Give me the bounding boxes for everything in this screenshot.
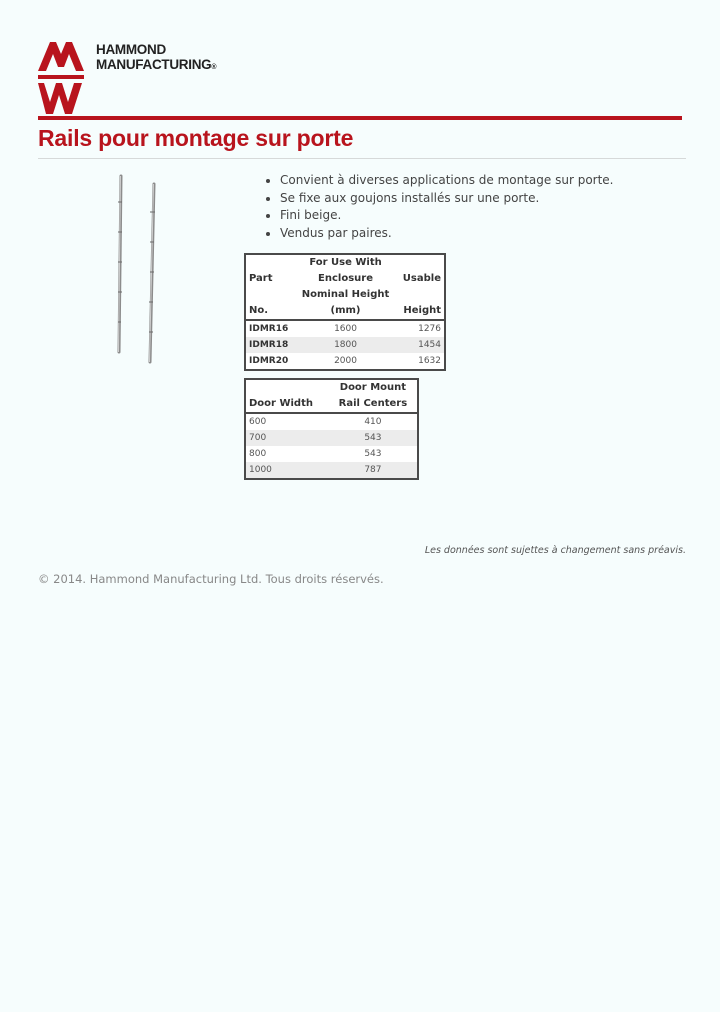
door-width: 700: [245, 430, 329, 446]
part-number: IDMR20: [249, 356, 289, 366]
table-row: [245, 462, 418, 479]
header-usable-line1: Usable: [402, 273, 441, 284]
parts-table: [244, 253, 446, 371]
table-row: [245, 446, 418, 462]
header-centers-line2: Rail Centers: [329, 396, 418, 413]
usable-height: 1632: [418, 356, 441, 366]
header-centers-line1: Door Mount: [339, 382, 407, 393]
table-row: [245, 430, 418, 446]
rail-centers: 543: [364, 449, 382, 459]
feature-item: • Se fixe aux goujons installés sur une porte.: [280, 190, 614, 208]
rail-centers: 410: [364, 417, 382, 427]
door-width: 800: [249, 449, 267, 459]
feature-list: [266, 172, 614, 242]
brand-line2: MANUFACTURING: [96, 57, 212, 72]
table-row: [245, 353, 445, 370]
brand-logo[interactable]: [38, 42, 228, 114]
header-part-line2: No.: [245, 287, 291, 320]
table-row: [245, 320, 445, 337]
part-number: IDMR18: [245, 337, 291, 353]
usable-height: 1454: [400, 337, 445, 353]
nominal-height: 2000: [334, 356, 357, 366]
rail-centers: 543: [329, 430, 418, 446]
feature-item: • Fini beige.: [280, 207, 614, 225]
door-width: 1000: [245, 462, 329, 479]
header-usable-line2: Height: [400, 287, 445, 320]
header-enclosure-line1: For Use With: [309, 257, 382, 268]
table-row: [245, 413, 418, 430]
door-rail-pair-image: [100, 172, 180, 372]
feature-item: • Convient à diverses applications de montage sur porte.: [280, 172, 614, 190]
disclaimer-note: Les données sont sujettes à changement sans préavis.: [424, 545, 686, 556]
part-number: IDMR16: [249, 324, 289, 334]
header-rule: [38, 116, 682, 120]
header-part-line1: Part: [249, 273, 273, 284]
page-title: Rails pour montage sur porte: [38, 125, 354, 151]
nominal-height: 1600: [334, 324, 357, 334]
registered-mark: ®: [211, 64, 217, 71]
header-door-width: Door Width: [245, 396, 329, 413]
copyright-notice: © 2014. Hammond Manufacturing Ltd. Tous droits réservés.: [38, 572, 384, 586]
brand-wordmark: [96, 42, 216, 75]
usable-height: 1276: [418, 324, 441, 334]
header-enclosure-line2: Enclosure: [318, 273, 373, 284]
door-width-table: [244, 378, 419, 480]
nominal-height: 1800: [291, 337, 400, 353]
title-divider: [38, 158, 686, 159]
brand-line1: HAMMOND: [96, 42, 166, 57]
door-width: 600: [249, 417, 267, 427]
table-row: [245, 337, 445, 353]
hammond-logo-icon: [38, 42, 88, 114]
rail-centers: 787: [329, 462, 418, 479]
feature-item: • Vendus par paires.: [280, 225, 614, 243]
header-enclosure-line3: Nominal Height (mm): [291, 287, 400, 320]
